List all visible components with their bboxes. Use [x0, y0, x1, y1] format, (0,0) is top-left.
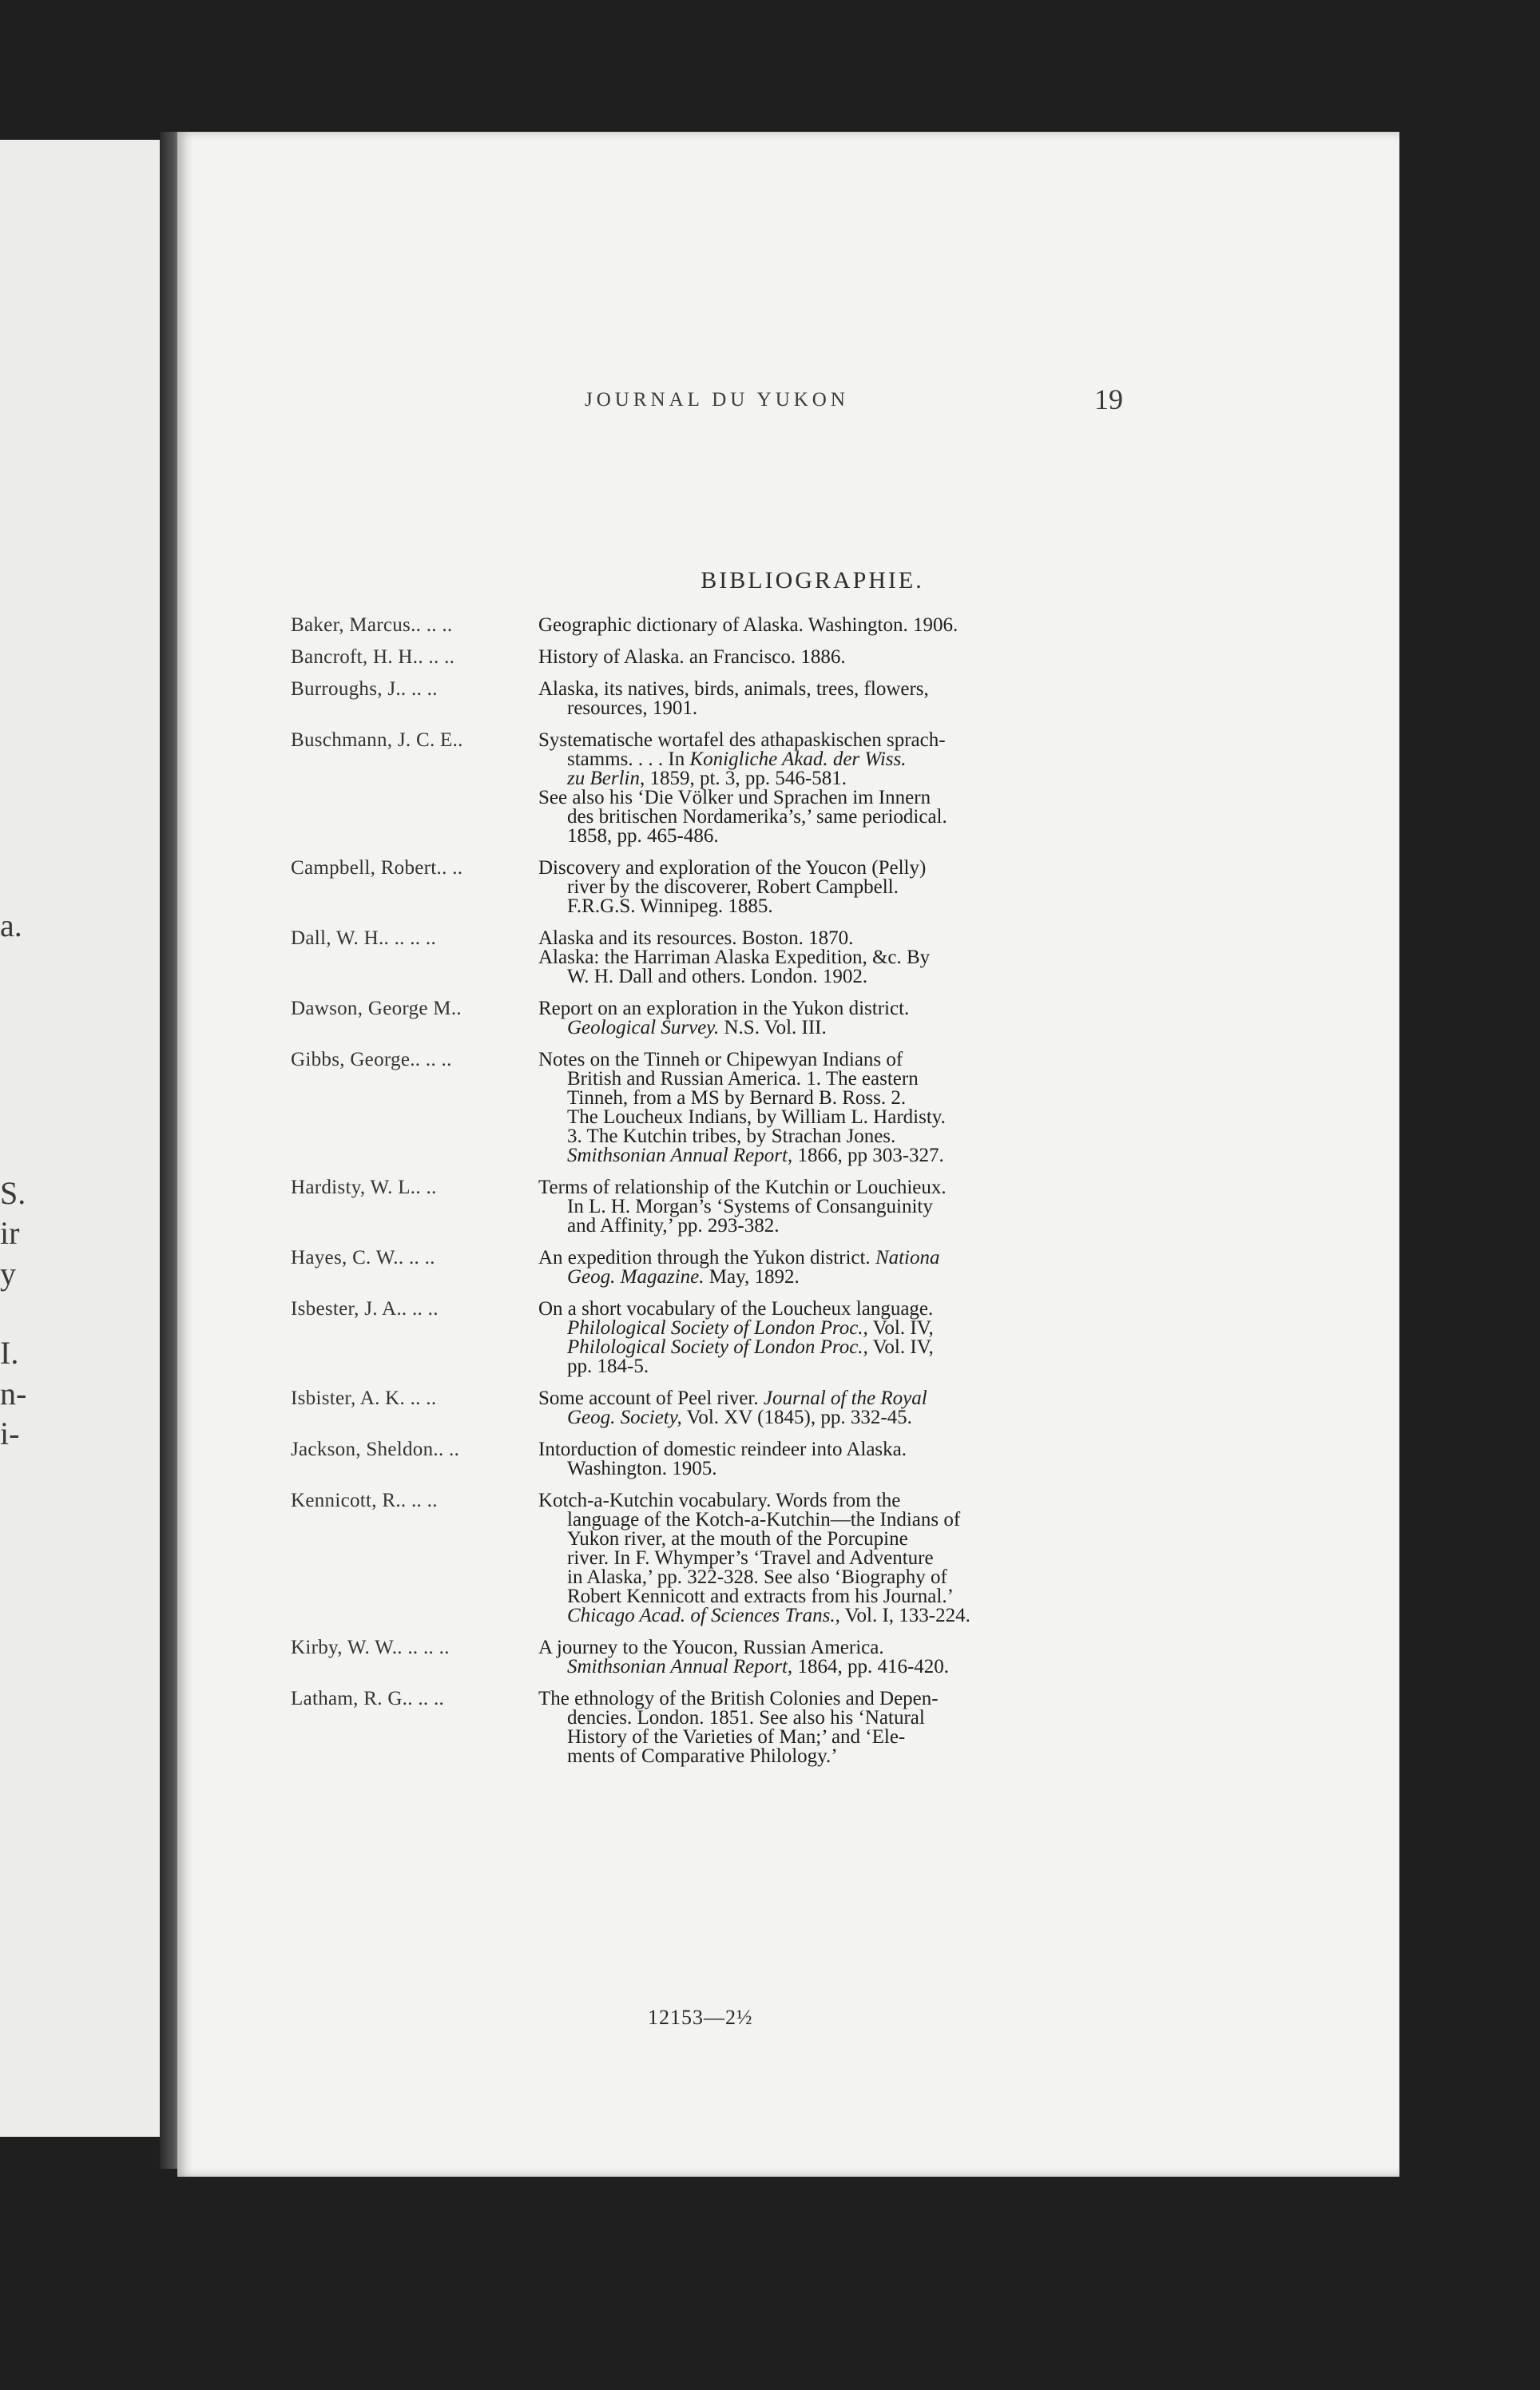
entry-line: Yukon river, at the mouth of the Porcupine	[567, 1528, 908, 1550]
entry-line: The Loucheux Indians, by William L. Hardisty.	[567, 1106, 946, 1128]
entry-line: W. H. Dall and others. London. 1902.	[567, 966, 868, 987]
bibliography-entry	[291, 1178, 1309, 1236]
entry-author: Dall, W. H.. .. .. ..	[291, 927, 436, 949]
bibliography-entry	[291, 1050, 1309, 1165]
entry-line: Washington. 1905.	[567, 1458, 717, 1479]
entry-line: Robert Kennicott and extracts from his Journal.’	[567, 1586, 954, 1607]
bibliography-entry	[291, 1491, 1309, 1626]
entry-line: Report on an exploration in the Yukon district.	[538, 998, 910, 1019]
entry-line: Smithsonian Annual Report, 1866, pp 303-327.	[567, 1145, 944, 1166]
entry-description	[538, 1300, 1309, 1376]
bibliography-entry	[291, 648, 1309, 667]
entry-line: resources, 1901.	[567, 697, 698, 719]
entry-line: Alaska: the Harriman Alaska Expedition, &c. By	[538, 947, 931, 968]
entry-line: History of Alaska. an Francisco. 1886.	[538, 646, 846, 668]
bibliography-entry	[291, 616, 1309, 635]
entry-line: dencies. London. 1851. See also his ‘Natural	[567, 1707, 925, 1729]
bibliography-entry	[291, 859, 1309, 916]
entry-line: British and Russian America. 1. The eastern	[567, 1068, 919, 1090]
bibliography-entry	[291, 1440, 1309, 1479]
entry-author: Burroughs, J.. .. ..	[291, 678, 438, 700]
page-number: 19	[1094, 383, 1123, 415]
entry-line: Geological Survey. N.S. Vol. III.	[567, 1017, 827, 1038]
bibliography-entry	[291, 1689, 1309, 1766]
entry-line: pp. 184-5.	[567, 1356, 649, 1377]
left-fragment: a.	[0, 907, 22, 943]
bibliography-entry	[291, 999, 1309, 1038]
entry-author: Bancroft, H. H.. .. ..	[291, 646, 455, 668]
entry-description	[538, 999, 1309, 1038]
entry-line: 3. The Kutchin tribes, by Strachan Jones.	[567, 1126, 896, 1147]
entry-line: Chicago Acad. of Sciences Trans., Vol. I, 133-224.	[567, 1605, 970, 1626]
entry-author: Latham, R. G.. .. ..	[291, 1688, 445, 1709]
entry-line: and Affinity,’ pp. 293-382.	[567, 1215, 780, 1237]
entry-author: Baker, Marcus.. .. ..	[291, 614, 453, 636]
entry-line: Systematische wortafel des athapaskischen sprach-	[538, 729, 946, 751]
entry-line: des britischen Nordamerika’s,’ same periodical.	[567, 806, 947, 828]
entry-line: A journey to the Youcon, Russian America.	[538, 1637, 884, 1658]
entry-line: Geog. Society, Vol. XV (1845), pp. 332-45.	[567, 1407, 912, 1428]
left-fragment: n-	[0, 1376, 27, 1411]
entry-author: Buschmann, J. C. E..	[291, 729, 463, 751]
running-title: JOURNAL DU YUKON	[585, 389, 849, 411]
entry-description	[538, 1249, 1309, 1287]
entry-description	[538, 616, 1309, 635]
bibliography-entry	[291, 1300, 1309, 1376]
entry-line: The ethnology of the British Colonies and Depen-	[538, 1688, 939, 1709]
entry-description	[538, 1440, 1309, 1479]
entry-line: zu Berlin, 1859, pt. 3, pp. 546-581.	[567, 768, 847, 789]
entry-line: Philological Society of London Proc., Vol. IV,	[567, 1336, 934, 1358]
entry-description	[538, 1689, 1309, 1766]
left-fragment: i-	[0, 1415, 20, 1451]
bibliography-entry	[291, 680, 1309, 718]
entry-line: river. In F. Whymper’s ‘Travel and Adventure	[567, 1547, 934, 1569]
running-header	[177, 383, 1399, 421]
entry-description	[538, 859, 1309, 916]
left-fragment: I.	[0, 1335, 19, 1371]
entry-description	[538, 731, 1309, 846]
entry-author: Isbester, J. A.. .. ..	[291, 1298, 439, 1320]
entry-description	[538, 1491, 1309, 1626]
entry-line: language of the Kotch-a-Kutchin—the Indians of	[567, 1509, 961, 1530]
right-page	[177, 132, 1399, 2177]
entry-description	[538, 648, 1309, 667]
entry-line: Smithsonian Annual Report, 1864, pp. 416-420.	[567, 1656, 950, 1677]
entry-line: See also his ‘Die Völker und Sprachen im Innern	[538, 787, 931, 808]
entry-line: Geog. Magazine. May, 1892.	[567, 1266, 800, 1288]
entry-line: Terms of relationship of the Kutchin or Louchieux.	[538, 1177, 947, 1198]
entry-line: in Alaska,’ pp. 322-328. See also ‘Biography of	[567, 1566, 947, 1588]
entry-line: Tinneh, from a MS by Bernard B. Ross. 2.	[567, 1087, 907, 1109]
entry-description	[538, 1050, 1309, 1165]
entry-line: In L. H. Morgan’s ‘Systems of Consanguinity	[567, 1196, 933, 1217]
entry-author: Jackson, Sheldon.. ..	[291, 1439, 460, 1460]
entry-line: F.R.G.S. Winnipeg. 1885.	[567, 895, 773, 917]
entry-line: Some account of Peel river. Journal of the Royal	[538, 1388, 927, 1409]
left-page	[0, 140, 160, 2137]
bibliography-list	[291, 616, 1309, 1779]
entry-author: Dawson, George M..	[291, 998, 462, 1019]
entry-description	[538, 1389, 1309, 1427]
entry-line: Alaska, its natives, birds, animals, trees, flowers,	[538, 678, 929, 700]
entry-author: Isbister, A. K. .. ..	[291, 1388, 437, 1409]
entry-line: Philological Society of London Proc., Vol. IV,	[567, 1317, 934, 1339]
left-fragment: ir	[0, 1215, 20, 1251]
entry-line: Notes on the Tinneh or Chipewyan Indians of	[538, 1049, 903, 1070]
entry-line: stamms. . . . In Konigliche Akad. der Wiss.	[567, 748, 907, 770]
entry-description	[538, 680, 1309, 718]
left-fragment: y	[0, 1256, 16, 1292]
entry-author: Kennicott, R.. .. ..	[291, 1490, 438, 1511]
entry-line: On a short vocabulary of the Loucheux language.	[538, 1298, 934, 1320]
entry-author: Campbell, Robert.. ..	[291, 857, 463, 879]
entry-author: Hardisty, W. L.. ..	[291, 1177, 437, 1198]
entry-line: river by the discoverer, Robert Campbell.	[567, 876, 899, 898]
entry-description	[538, 1178, 1309, 1236]
bibliography-entry	[291, 731, 1309, 846]
printer-signature: 12153—2½	[648, 2006, 753, 2029]
entry-line: Geographic dictionary of Alaska. Washington. 1906.	[538, 614, 959, 636]
entry-author: Gibbs, George.. .. ..	[291, 1049, 452, 1070]
entry-line: 1858, pp. 465-486.	[567, 825, 719, 847]
entry-line: Alaska and its resources. Boston. 1870.	[538, 927, 854, 949]
entry-line: History of the Varieties of Man;’ and ‘Ele-	[567, 1726, 906, 1748]
entry-line: An expedition through the Yukon district. Nationa	[538, 1247, 940, 1268]
entry-line: Discovery and exploration of the Youcon (Pelly)	[538, 857, 927, 879]
bibliography-entry	[291, 1389, 1309, 1427]
entry-line: ments of Comparative Philology.’	[567, 1745, 838, 1767]
entry-description	[538, 1638, 1309, 1677]
bibliography-entry	[291, 929, 1309, 987]
section-title: BIBLIOGRAPHIE.	[701, 567, 924, 594]
left-fragment: S.	[0, 1175, 26, 1211]
bibliography-entry	[291, 1638, 1309, 1677]
entry-author: Kirby, W. W.. .. .. ..	[291, 1637, 450, 1658]
entry-author: Hayes, C. W.. .. ..	[291, 1247, 435, 1268]
bibliography-entry	[291, 1249, 1309, 1287]
entry-line: Kotch-a-Kutchin vocabulary. Words from the	[538, 1490, 901, 1511]
entry-description	[538, 929, 1309, 987]
entry-line: Intorduction of domestic reindeer into Alaska.	[538, 1439, 907, 1460]
